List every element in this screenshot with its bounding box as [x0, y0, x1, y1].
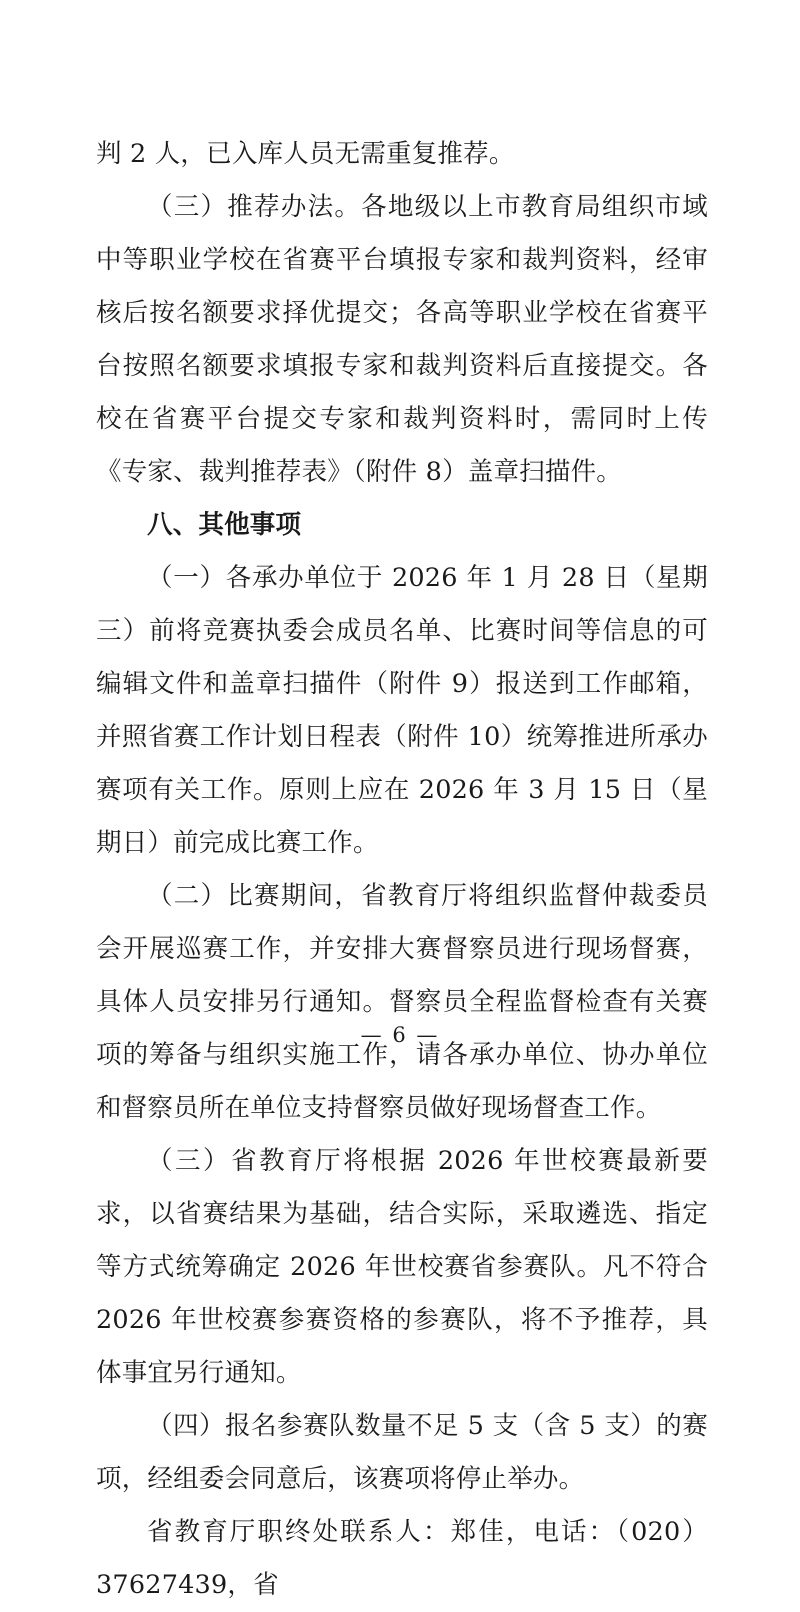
paragraph-minimum-team-rule: （四）报名参赛队数量不足 5 支（含 5 支）的赛项，经组委会同意后，该赛项将停止举办。 [96, 1411, 708, 1494]
page-number: — 6 — [360, 1023, 440, 1047]
heading-other-matters: 八、其他事项 [147, 510, 302, 540]
paragraph-recommend-method: （三）推荐办法。各地级以上市教育局组织市域中等职业学校在省赛平台填报专家和裁判资料，经审核后按名额要求择优提交；各高等职业学校在省赛平台按照名额要求填报专家和裁判资料后直接提交。各校在省赛平台提交专家和裁判资料时，需同时上传《专家、裁判推荐表》（附件 8）盖章扫描件。 [96, 192, 708, 487]
paragraph-deadline-submission: （一）各承办单位于 2026 年 1 月 28 日（星期三）前将竞赛执委会成员名单、比赛时间等信息的可编辑文件和盖章扫描件（附件 9）报送到工作邮箱，并照省赛工作计划日程表（附件 10）统筹推进所承办赛项有关工作。原则上应在 2026 年 3 月 15 日（星期日）前完成比赛工作。 [96, 563, 708, 858]
document-body [96, 128, 708, 1612]
paragraph-supervision-arrangements: （二）比赛期间，省教育厅将组织监督仲裁委员会开展巡赛工作，并安排大赛督察员进行现场督赛，具体人员安排另行通知。督察员全程监督检查有关赛项的筹备与组织实施工作，请各承办单位、协办单位和督察员所在单位支持督察员做好现场督查工作。 [96, 881, 708, 1123]
paragraph-world-skills-selection: （三）省教育厅将根据 2026 年世校赛最新要求，以省赛结果为基础，结合实际，采取遴选、指定等方式统筹确定 2026 年世校赛省参赛队。凡不符合 2026 年世校赛参赛资格的参赛队，将不予推荐，具体事宜另行通知。 [96, 1146, 708, 1388]
paragraph-contact-information: 省教育厅职终处联系人：郑佳，电话：（020）37627439，省 [96, 1517, 708, 1600]
paragraph-continued-judges: 判 2 人，已入库人员无需重复推荐。 [96, 139, 515, 169]
